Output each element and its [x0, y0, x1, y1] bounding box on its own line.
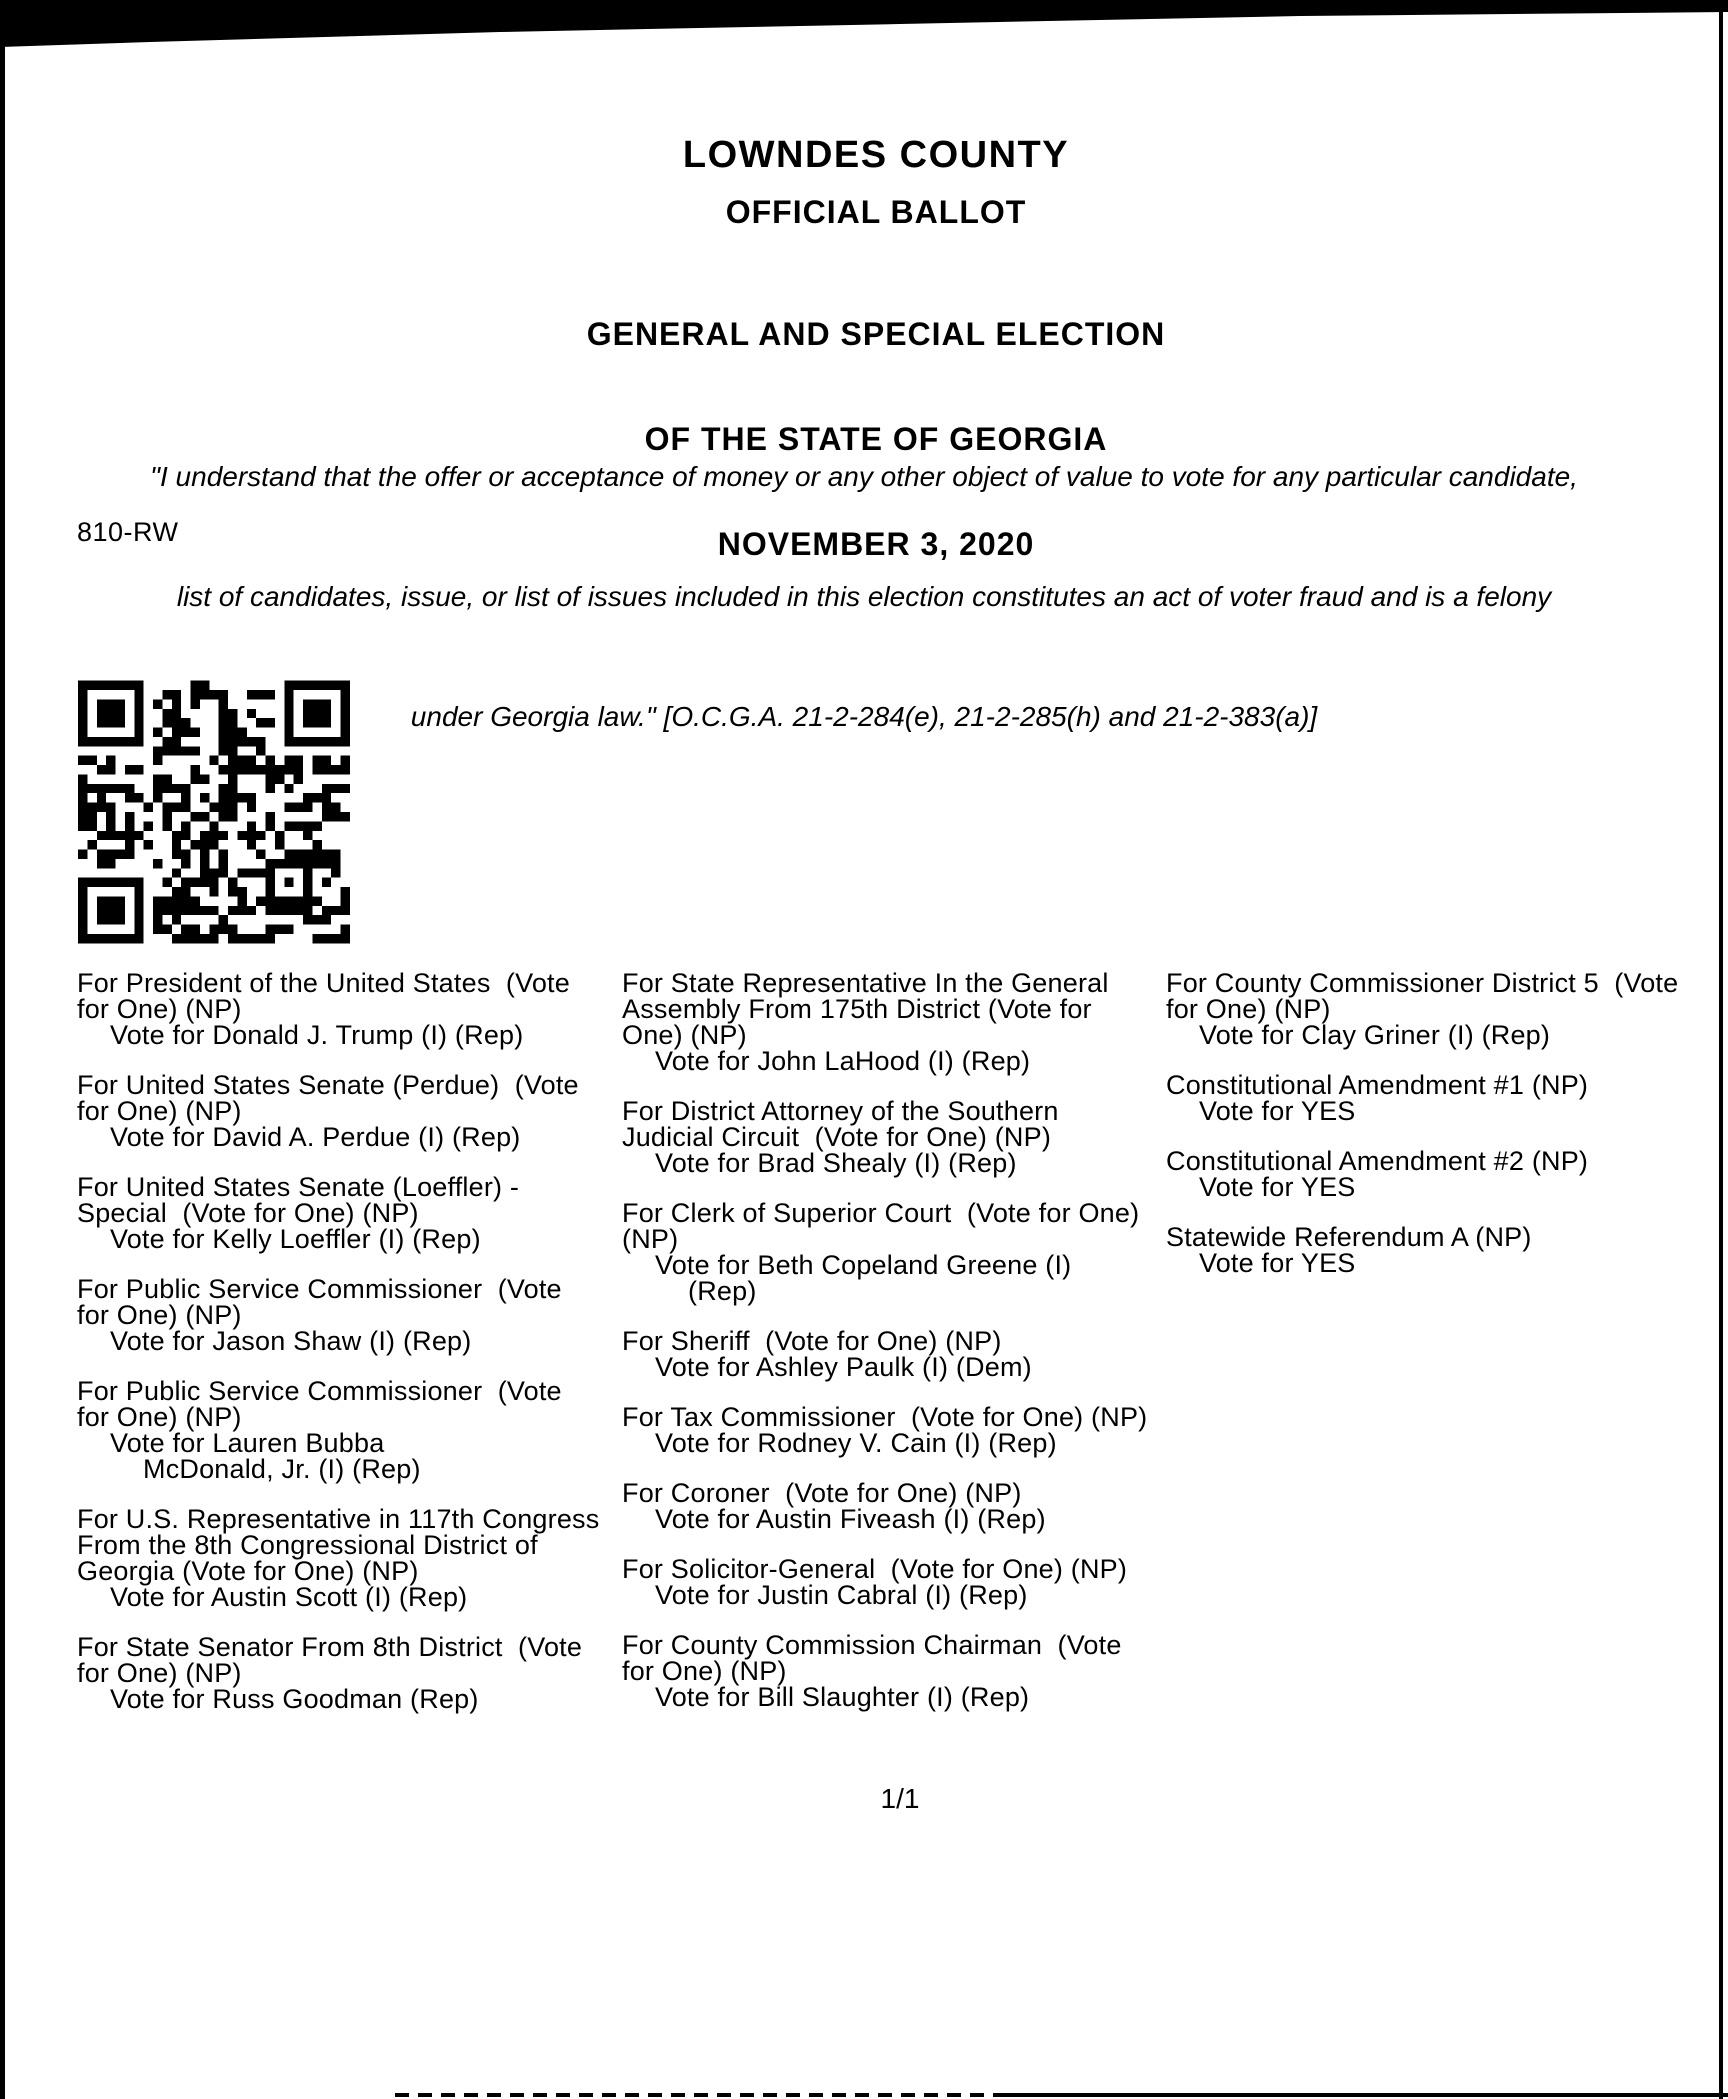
contest-title-line: Georgia (Vote for One) (NP)	[77, 1556, 419, 1586]
scan-artifact-left-edge	[0, 0, 5, 2099]
ballot-style-code: 810-RW	[77, 517, 179, 547]
contest-title-line: Judicial Circuit (Vote for One) (NP)	[622, 1122, 1052, 1152]
contest-block	[77, 1174, 657, 1252]
vote-line: (Rep)	[688, 1276, 757, 1306]
contest-column-2	[622, 970, 1202, 1734]
vote-line: Vote for Jason Shaw (I) (Rep)	[110, 1326, 472, 1356]
vote-line: Vote for John LaHood (I) (Rep)	[655, 1046, 1031, 1076]
election-date: NOVEMBER 3, 2020	[717, 526, 1035, 562]
page-number: 1/1	[880, 1783, 920, 1814]
contest-title-line: One) (NP)	[622, 1020, 747, 1050]
vote-line: McDonald, Jr. (I) (Rep)	[143, 1454, 421, 1484]
disclaimer-line1: "I understand that the offer or acceptance of money or any other object of value to vote for any particular candidate,	[150, 461, 1578, 492]
contest-title-line: For Tax Commissioner (Vote for One) (NP)	[622, 1402, 1148, 1432]
contest-block	[77, 1634, 657, 1712]
contest-title-line: For United States Senate (Perdue) (Vote	[77, 1070, 579, 1100]
election-title-line2: OF THE STATE OF GEORGIA	[644, 421, 1108, 457]
contest-block	[622, 1200, 1202, 1304]
contest-title-line: For Public Service Commissioner (Vote	[77, 1274, 562, 1304]
contest-title-line: for One) (NP)	[77, 1402, 242, 1432]
contest-title-line: For Coroner (Vote for One) (NP)	[622, 1478, 1022, 1508]
vote-line: Vote for Justin Cabral (I) (Rep)	[655, 1580, 1028, 1610]
contest-title-line: Assembly From 175th District (Vote for	[622, 994, 1092, 1024]
vote-line: Vote for Austin Scott (I) (Rep)	[110, 1582, 468, 1612]
vote-line: Vote for David A. Perdue (I) (Rep)	[110, 1122, 521, 1152]
contest-title-line: For County Commission Chairman (Vote	[622, 1630, 1122, 1660]
vote-line: Vote for Brad Shealy (I) (Rep)	[655, 1148, 1017, 1178]
contest-title-line: For State Senator From 8th District (Vote	[77, 1632, 583, 1662]
qr-code	[78, 680, 350, 944]
contest-block	[622, 1556, 1202, 1608]
contest-block	[622, 1404, 1202, 1456]
contest-title-line: For U.S. Representative in 117th Congress	[77, 1504, 600, 1534]
scan-artifact-top-band	[0, 0, 1728, 50]
vote-line: Vote for Austin Fiveash (I) (Rep)	[655, 1504, 1046, 1534]
vote-line: Vote for Donald J. Trump (I) (Rep)	[110, 1020, 524, 1050]
contest-block	[1166, 1224, 1728, 1276]
contest-title-line: for One) (NP)	[1166, 994, 1331, 1024]
contest-block	[622, 1328, 1202, 1380]
contest-block	[1166, 970, 1728, 1048]
contest-title-line: For President of the United States (Vote	[77, 968, 570, 998]
vote-line: Vote for YES	[1199, 1096, 1356, 1126]
contest-column-3	[1166, 970, 1728, 1300]
contest-title-line: for One) (NP)	[77, 994, 242, 1024]
official-ballot-title: OFFICIAL BALLOT	[725, 194, 1027, 230]
vote-line: Vote for YES	[1199, 1248, 1356, 1278]
contest-title-line: For Clerk of Superior Court (Vote for One)	[622, 1198, 1140, 1228]
contest-title-line: For United States Senate (Loeffler) -	[77, 1172, 520, 1202]
contest-title-line: for One) (NP)	[77, 1300, 242, 1330]
scan-artifact-bottom-dashed-line	[395, 2093, 995, 2097]
contest-block	[77, 1506, 657, 1610]
contest-block	[622, 1632, 1202, 1710]
contest-title-line: From the 8th Congressional District of	[77, 1530, 538, 1560]
vote-line: Vote for Clay Griner (I) (Rep)	[1199, 1020, 1551, 1050]
election-title-line1: GENERAL AND SPECIAL ELECTION	[586, 316, 1166, 352]
contest-block	[622, 1480, 1202, 1532]
vote-line: Vote for Ashley Paulk (I) (Dem)	[655, 1352, 1032, 1382]
vote-line: Vote for Rodney V. Cain (I) (Rep)	[655, 1428, 1057, 1458]
contest-block	[1166, 1072, 1728, 1124]
contest-title-line: Special (Vote for One) (NP)	[77, 1198, 419, 1228]
contest-block	[622, 1098, 1202, 1176]
contest-title-line: Constitutional Amendment #1 (NP)	[1166, 1070, 1589, 1100]
scan-artifact-bottom-solid-line	[995, 2093, 1728, 2097]
contest-title-line: For Solicitor-General (Vote for One) (NP)	[622, 1554, 1128, 1584]
vote-line: Vote for Lauren Bubba	[110, 1428, 385, 1458]
contest-title-line: For County Commissioner District 5 (Vote	[1166, 968, 1679, 998]
disclaimer-line2: list of candidates, issue, or list of issues included in this election constitutes an act of voter fraud and is a felony	[176, 581, 1552, 612]
county-title: LOWNDES COUNTY	[682, 134, 1070, 176]
contest-title-line: For State Representative In the General	[622, 968, 1109, 998]
vote-line: Vote for Kelly Loeffler (I) (Rep)	[110, 1224, 481, 1254]
contest-title-line: For District Attorney of the Southern	[622, 1096, 1059, 1126]
vote-line: Vote for Bill Slaughter (I) (Rep)	[655, 1682, 1030, 1712]
vote-line: Vote for Beth Copeland Greene (I)	[655, 1250, 1072, 1280]
contest-block	[77, 970, 657, 1048]
contest-title-line: Constitutional Amendment #2 (NP)	[1166, 1146, 1589, 1176]
contest-title-line: for One) (NP)	[77, 1096, 242, 1126]
disclaimer-line3: under Georgia law." [O.C.G.A. 21-2-284(e), 21-2-285(h) and 21-2-383(a)]	[410, 701, 1318, 732]
contest-title-line: For Public Service Commissioner (Vote	[77, 1376, 562, 1406]
contest-title-line: Statewide Referendum A (NP)	[1166, 1222, 1532, 1252]
contest-block	[1166, 1148, 1728, 1200]
vote-line: Vote for YES	[1199, 1172, 1356, 1202]
contest-title-line: For Sheriff (Vote for One) (NP)	[622, 1326, 1002, 1356]
vote-line: Vote for Russ Goodman (Rep)	[110, 1684, 479, 1714]
contest-block	[77, 1276, 657, 1354]
contest-column-1	[77, 970, 657, 1736]
contest-block	[77, 1378, 657, 1482]
contest-title-line: for One) (NP)	[77, 1658, 242, 1688]
contest-block	[622, 970, 1202, 1074]
contest-title-line: (NP)	[622, 1224, 679, 1254]
contest-title-line: for One) (NP)	[622, 1656, 787, 1686]
contest-block	[77, 1072, 657, 1150]
